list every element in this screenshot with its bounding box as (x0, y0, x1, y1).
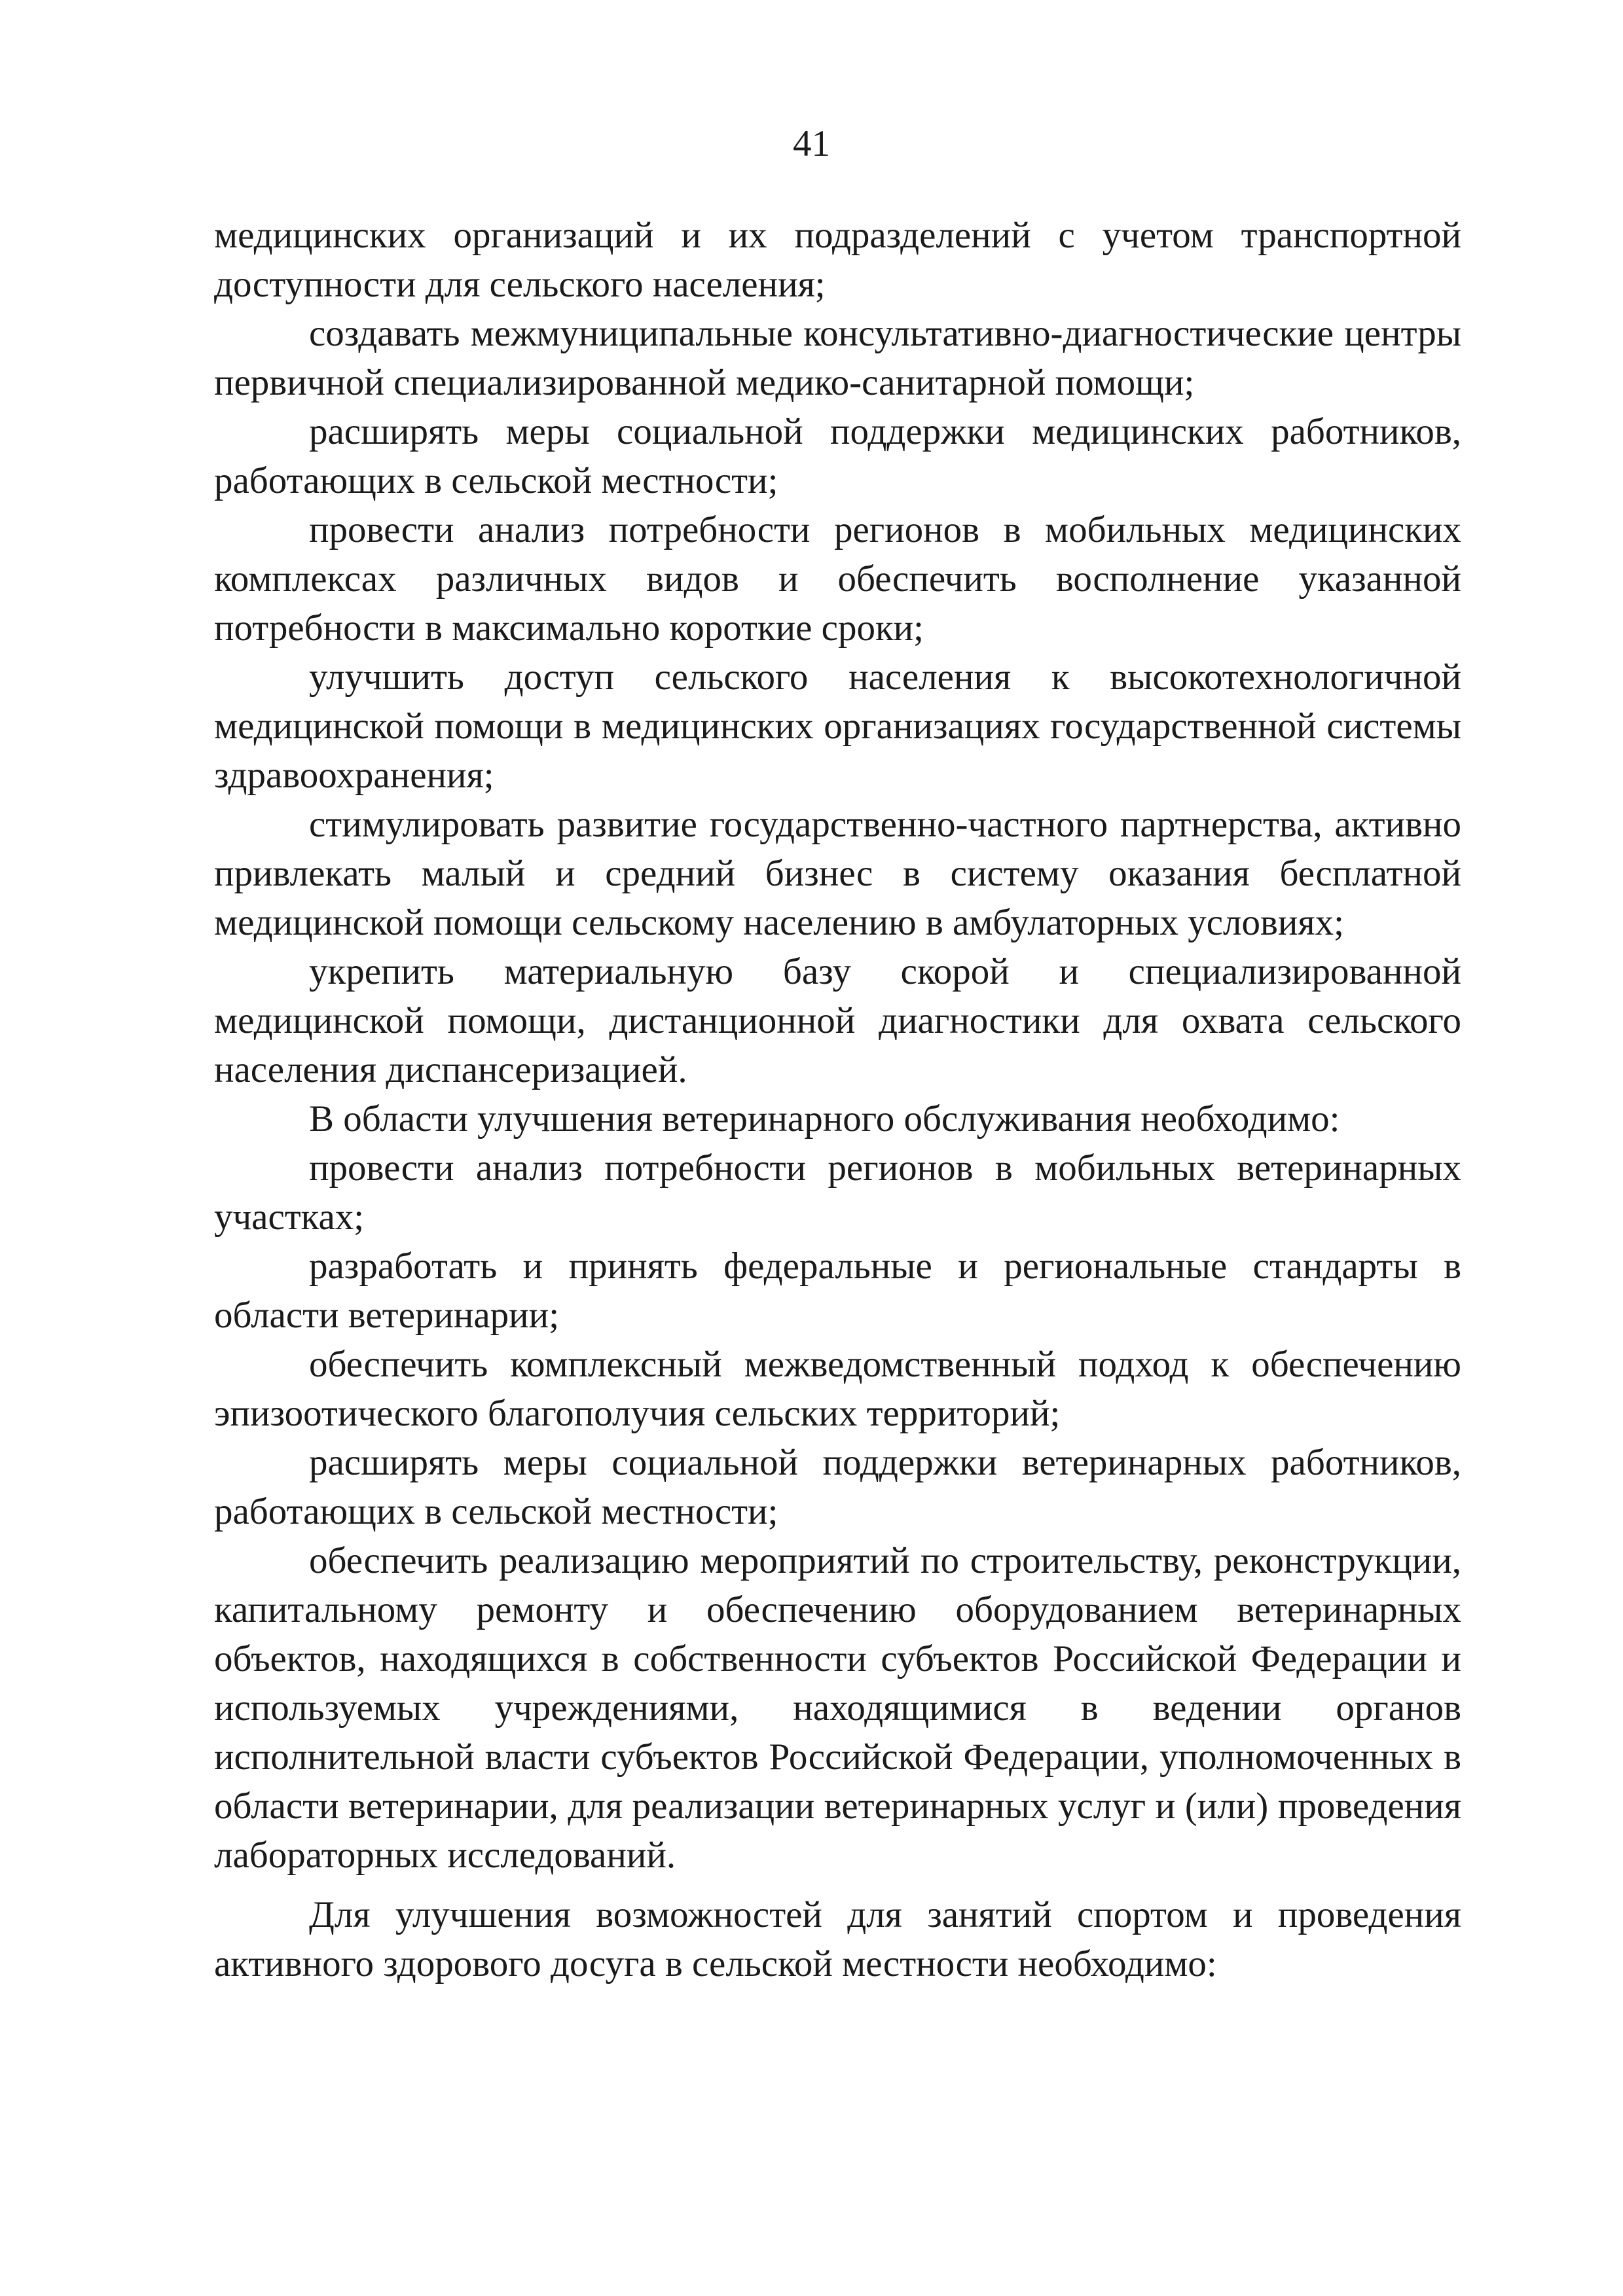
paragraph: разработать и принять федеральные и региональные стандарты в области ветеринарии; (214, 1246, 1461, 1336)
paragraph: обеспечить реализацию мероприятий по строительству, реконструкции, капитальному ремонту и обеспечению оборудованием ветеринарных объектов, находящихся в собственности субъектов Российской Федерации и используемых учреждениями, находящимися в ведении органов исполнительной власти субъектов Российской Федерации, уполномоченных в области ветеринарии, для реализации ветеринарных услуг и (или) проведения лабораторных исследований. (214, 1540, 1461, 1876)
paragraph-sport-intro: Для улучшения возможностей для занятий спортом и проведения активного здорового досуга в сельской местности необходимо: (214, 1894, 1461, 1984)
paragraph: обеспечить комплексный межведомственный подход к обеспечению эпизоотического благополучия сельских территорий; (214, 1344, 1461, 1434)
paragraph: провести анализ потребности регионов в мобильных медицинских комплексах различных видов и обеспечить восполнение указанной потребности в максимально короткие сроки; (214, 509, 1461, 649)
page-number: 41 (793, 123, 830, 164)
paragraph: стимулировать развитие государственно-частного партнерства, активно привлекать малый и средний бизнес в систему оказания бесплатной медицинской помощи сельскому населению в амбулаторных условиях; (214, 804, 1461, 943)
paragraph-continuation: медицинских организаций и их подразделений с учетом транспортной доступности для сельского населения; (214, 215, 1461, 305)
paragraph: укрепить материальную базу скорой и специализированной медицинской помощи, дистанционной диагностики для охвата сельского населения диспансеризацией. (214, 951, 1461, 1090)
paragraph: расширять меры социальной поддержки медицинских работников, работающих в сельской местности; (214, 411, 1461, 501)
paragraph: провести анализ потребности регионов в мобильных ветеринарных участках; (214, 1147, 1461, 1238)
document-body (214, 211, 1461, 1988)
paragraph: расширять меры социальной поддержки ветеринарных работников, работающих в сельской местности; (214, 1442, 1461, 1532)
paragraph-veterinary-intro: В области улучшения ветеринарного обслуживания необходимо: (309, 1098, 1340, 1139)
paragraph: улучшить доступ сельского населения к высокотехнологичной медицинской помощи в медицинских организациях государственной системы здравоохранения; (214, 656, 1461, 796)
paragraph: создавать межмуниципальные консультативно-диагностические центры первичной специализированной медико-санитарной помощи; (214, 313, 1461, 403)
